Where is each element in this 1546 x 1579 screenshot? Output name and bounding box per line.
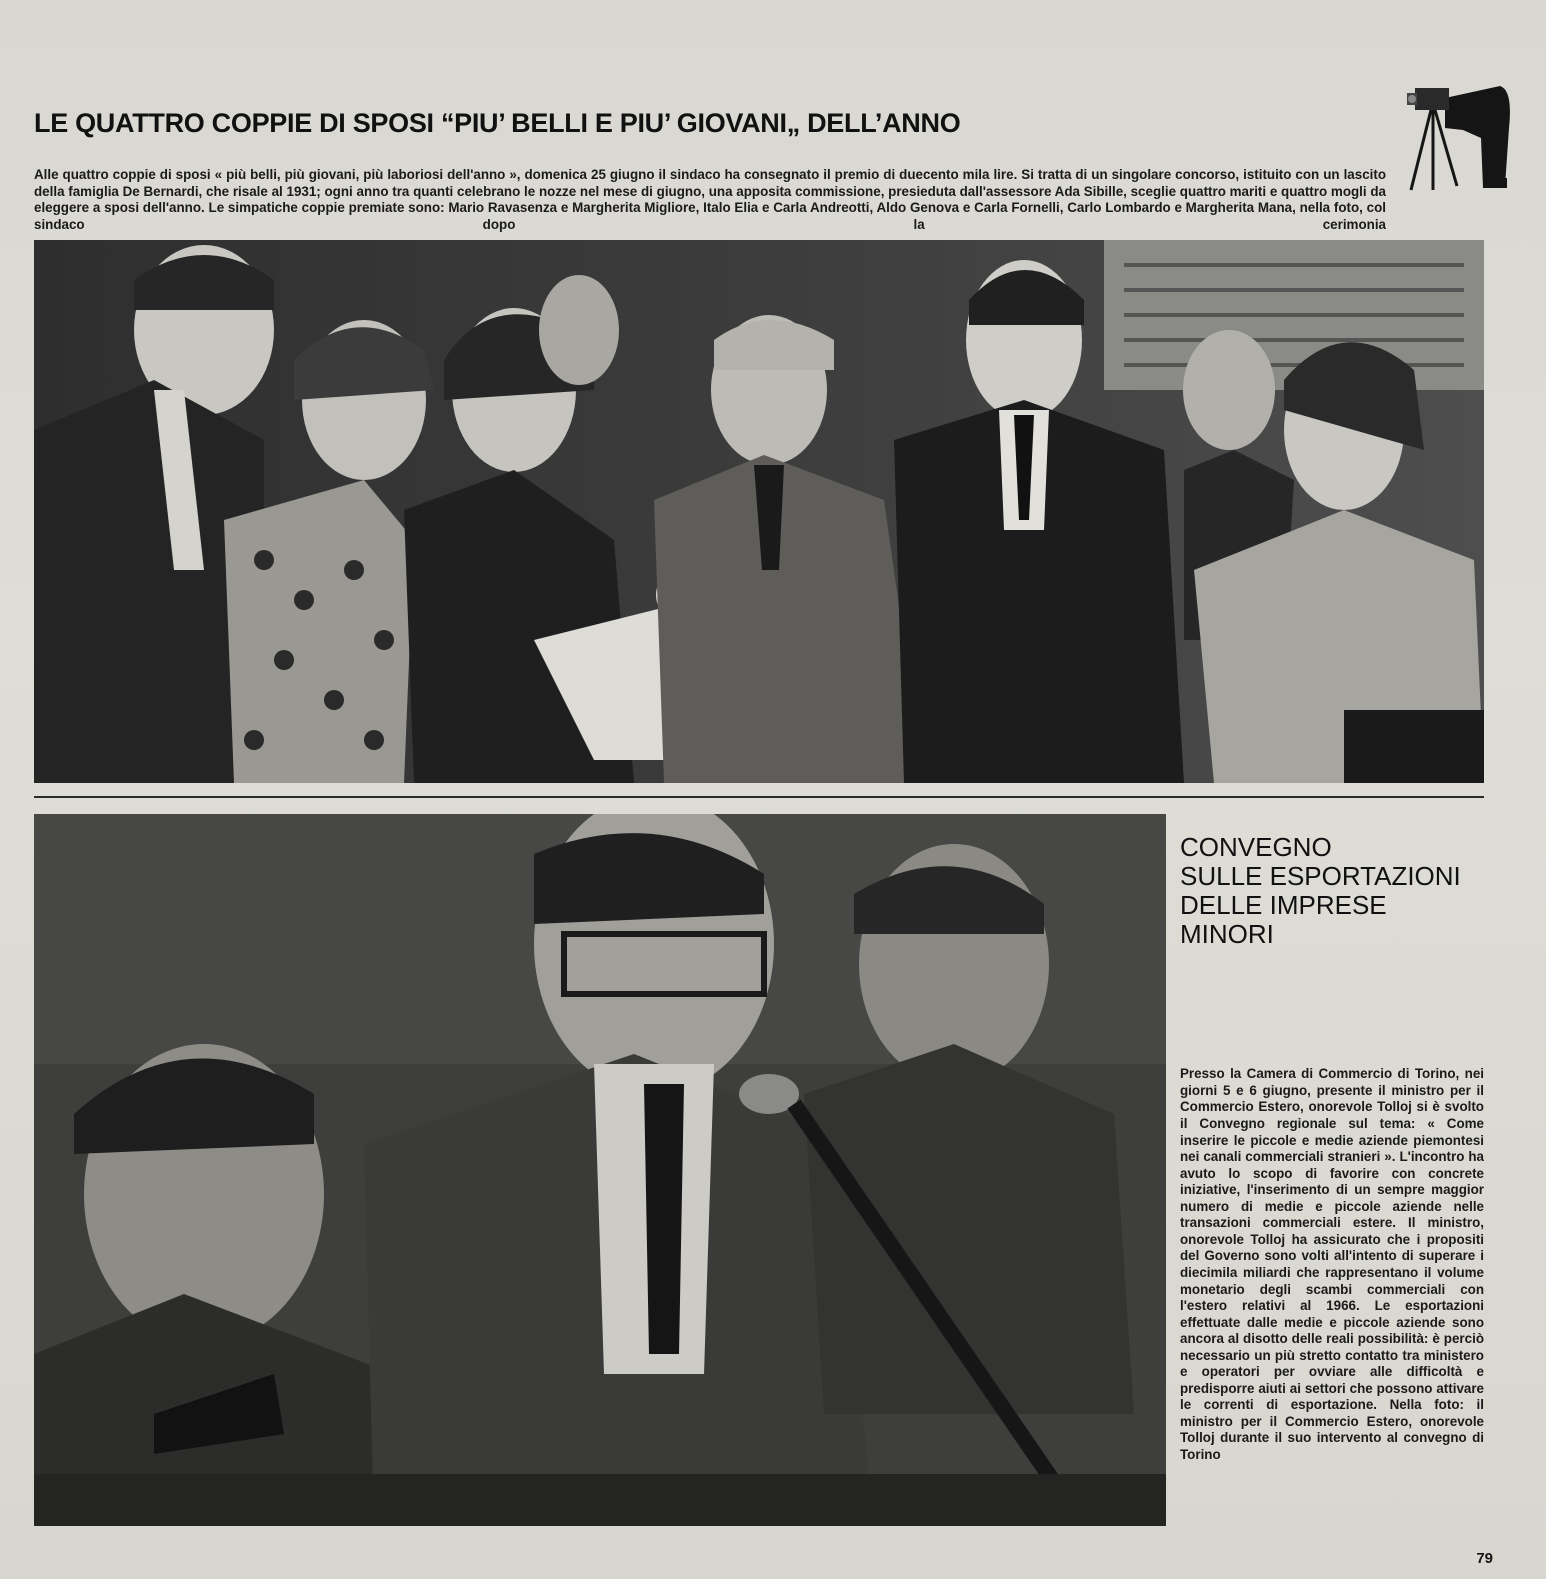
newlyweds-group-photo	[34, 240, 1484, 783]
article-title-line: MINORI	[1180, 918, 1274, 949]
conference-panel-photo	[34, 814, 1166, 1526]
article-title	[1180, 833, 1480, 949]
page-number: 79	[1476, 1550, 1493, 1567]
photographer-camera-icon	[1405, 68, 1520, 196]
article-title-line: CONVEGNO	[1180, 831, 1332, 862]
article-title-line: SULLE ESPORTAZIONI	[1180, 860, 1461, 891]
section-divider	[34, 796, 1484, 798]
article-title-line: DELLE IMPRESE	[1180, 889, 1387, 920]
photo-caption: Alle quattro coppie di sposi « più belli, più giovani, più laboriosi dell'anno », domenica 25 giugno il sindaco ha consegnato il premio di duecento mila lire. Si tratta di un singolare concorso, istituito con un lascito della famiglia De Bernardi, che risale al 1931; ogni anno tra quanti celebrano le nozze nel mese di giugno, una apposita commissione, presieduta dall'assessore Ada Sibille, sceglie quattro mariti e quattro mogli da eleggere a sposi dell'anno. Le simpatiche coppie premiate sono: Mario Ravasenza e Margherita Migliore, Italo Elia e Carla Andreotti, Aldo Genova e Carla Fornelli, Carlo Lombardo e Margherita Mana, nella foto, col sindaco dopo la cerimonia	[34, 167, 1386, 232]
article-body: Presso la Camera di Commercio di Torino, nei giorni 5 e 6 giugno, presente il ministro per il Commercio Estero, onorevole Tolloj si è svolto il Convegno regionale sul tema: « Come inserire le piccole e medie aziende piemontesi nei canali commerciali stranieri ». L'incontro ha avuto lo scopo di favorire con concrete iniziative, l'inserimento di un sempre maggior numero di medie e piccole aziende nelle transazioni commerciali estere. Il ministro, onorevole Tolloj ha assicurato che i propositi del Governo sono volti all'intento di superare i diecimila miliardi che rappresentano il volume monetario degli scambi commerciali con l'estero relativi al 1966. Le esportazioni effettuate dalle medie e piccole aziende sono ancora al disotto delle reali possibilità: è perciò necessario un più stretto contatto tra ministero e operatori per ovviare alle difficoltà e predisporre aiuti ai settori che possono attivare le correnti di esportazione. Nella foto: il ministro per il Commercio Estero, onorevole Tolloj durante il suo intervento al convegno di Torino	[1180, 1066, 1484, 1462]
headline: LE QUATTRO COPPIE DI SPOSI “PIU’ BELLI E PIU’ GIOVANI„ DELL’ANNO	[34, 108, 961, 139]
